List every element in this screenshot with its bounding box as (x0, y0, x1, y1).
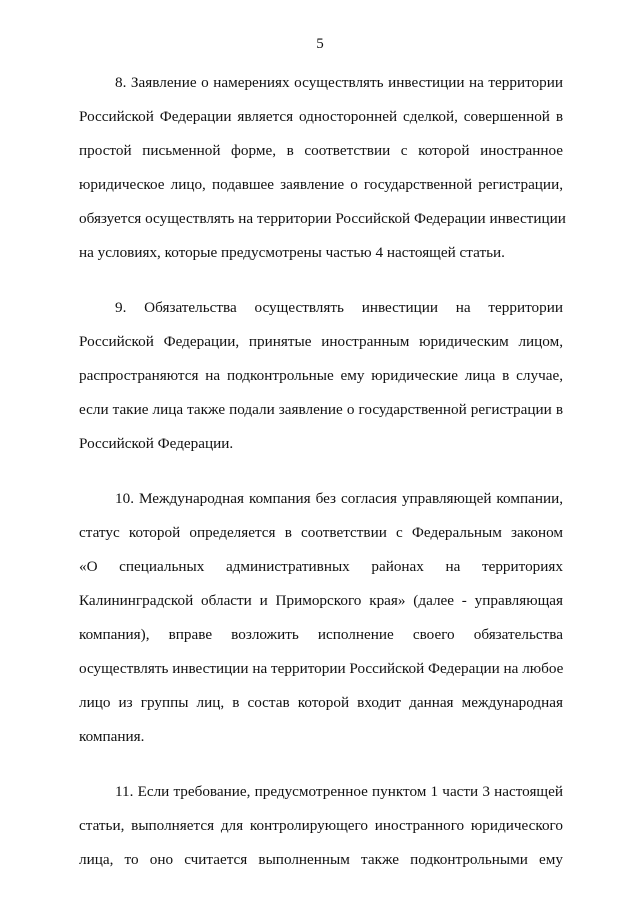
text-line: на условиях, которые предусмотрены частью 4 настоящей статьи. (79, 244, 505, 261)
text-line: Российской Федерации является односторонней сделкой, совершенной в (79, 108, 563, 125)
paragraph-8 (79, 66, 566, 270)
page-number: 5 (316, 36, 324, 52)
text-line: 8. Заявление о намерениях осуществлять инвестиции на территории (115, 74, 563, 91)
text-line: статус которой определяется в соответствии с Федеральным законом (79, 524, 563, 541)
text-line: простой письменной форме, в соответствии с которой иностранное (79, 142, 563, 159)
text-line: 11. Если требование, предусмотренное пунктом 1 части 3 настоящей (115, 783, 563, 800)
text-line: Российской Федерации. (79, 435, 234, 452)
paragraph-11 (79, 775, 563, 877)
text-line: 9. Обязательства осуществлять инвестиции на территории (115, 299, 563, 316)
text-line: компания), вправе возложить исполнение своего обязательства (79, 626, 563, 643)
text-line: лицо из группы лиц, в состав которой входит данная международная (79, 694, 563, 711)
document-body (79, 66, 566, 898)
text-line: Калининградской области и Приморского края» (далее - управляющая (79, 592, 563, 609)
text-line: распространяются на подконтрольные ему юридические лица в случае, (79, 367, 563, 384)
text-line: 10. Международная компания без согласия управляющей компании, (115, 490, 563, 507)
text-line: Российской Федерации, принятые иностранным юридическим лицом, (79, 333, 563, 350)
text-line: лица, то оно считается выполненным также подконтрольными ему (79, 851, 563, 868)
text-line: осуществлять инвестиции на территории Российской Федерации на любое (79, 660, 564, 677)
paragraph-10 (79, 482, 563, 754)
paragraph-9 (79, 291, 563, 461)
text-line: если такие лица также подали заявление о государственной регистрации в (79, 401, 563, 418)
text-line: обязуется осуществлять на территории Российской Федерации инвестиции (79, 210, 566, 227)
text-line: статьи, выполняется для контролирующего иностранного юридического (79, 817, 563, 834)
text-line: компания. (79, 728, 145, 745)
text-line: «О специальных административных районах на территориях (79, 558, 563, 575)
text-line: юридическое лицо, подавшее заявление о государственной регистрации, (79, 176, 563, 193)
